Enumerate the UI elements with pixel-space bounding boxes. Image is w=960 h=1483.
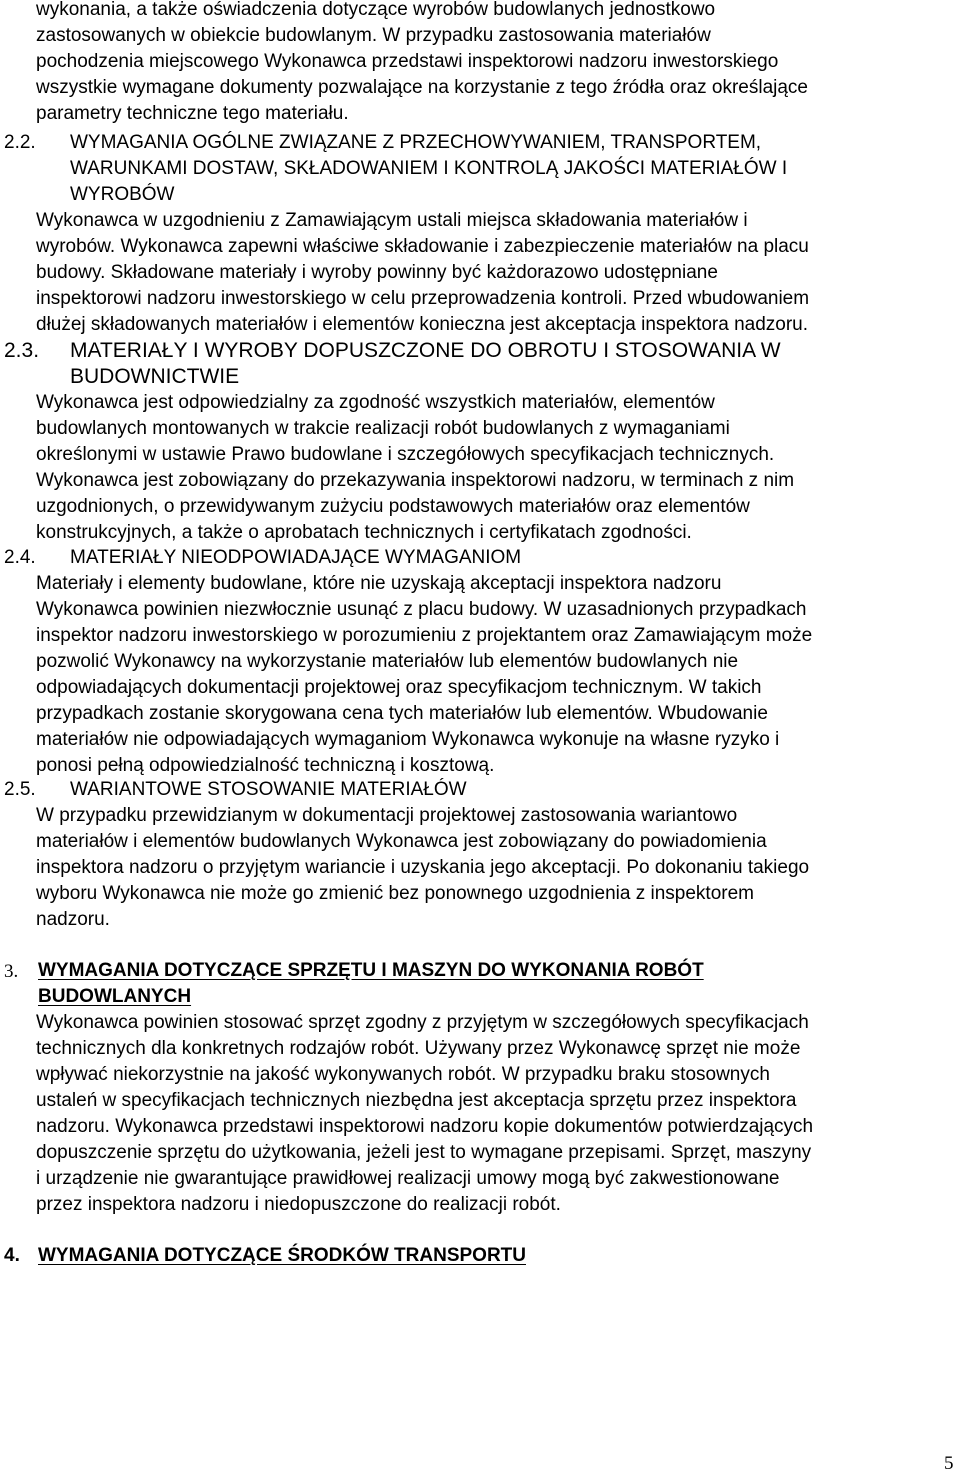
section-number: 2.4.: [4, 547, 36, 568]
paragraph-line: dopuszczenie sprzętu do użytkowania, jeżeli jest to wymagane przepisami. Sprzęt, maszyny: [36, 1142, 812, 1163]
paragraph-line: inspektor nadzoru inwestorskiego w porozumieniu z projektantem oraz Zamawiającym może: [36, 625, 813, 646]
intro-line: wykonania, a także oświadczenia dotyczące wyrobów budowlanych jednostkowo: [36, 0, 716, 20]
paragraph-line: odpowiadających dokumentacji projektowej oraz specyfikacjom technicznym. W takich: [36, 677, 762, 698]
paragraph-line: wpływać niekorzystnie na jakość wykonywanych robót. W przypadku braku stosownych: [36, 1064, 770, 1085]
intro-line: parametry techniczne tego materiału.: [36, 103, 349, 124]
paragraph-line: wyboru Wykonawca nie może go zmienić bez ponownego uzgodnienia z inspektorem: [36, 883, 755, 904]
section-number: 2.2.: [4, 132, 36, 153]
paragraph-line: materiałów i elementów budowlanych Wykonawca jest zobowiązany do powiadomienia: [36, 831, 767, 852]
section-heading: WARUNKAMI DOSTAW, SKŁADOWANIEM I KONTROLĄ JAKOŚCI MATERIAŁÓW I: [70, 158, 788, 179]
paragraph-line: ustaleń w specyfikacjach technicznych niezbędna jest akceptacja sprzętu przez inspektora: [36, 1090, 797, 1111]
paragraph-line: inspektorowi nadzoru inwestorskiego w celu przeprowadzenia kontroli. Przed wbudowaniem: [36, 288, 810, 309]
section-number: 3.: [4, 961, 19, 982]
paragraph-line: określonymi w ustawie Prawo budowlane i szczegółowych specyfikacjach technicznych.: [36, 444, 775, 465]
paragraph-line: ponosi pełną odpowiedzialność techniczną i kosztową.: [36, 755, 495, 776]
section-number: 2.3.: [4, 339, 40, 362]
paragraph-line: Wykonawca w uzgodnieniu z Zamawiającym ustali miejsca składowania materiałów i: [36, 210, 748, 231]
section-heading: BUDOWNICTWIE: [70, 365, 240, 388]
paragraph-line: konstrukcyjnych, a także o aprobatach technicznych i certyfikatach zgodności.: [36, 522, 692, 543]
paragraph-line: uzgodnionych, o przewidywanym zużyciu podstawowych materiałów oraz elementów: [36, 496, 750, 517]
section-heading: MATERIAŁY I WYROBY DOPUSZCZONE DO OBROTU I STOSOWANIA W: [70, 339, 781, 362]
paragraph-line: i urządzenie nie gwarantujące prawidłowej realizacji umowy mogą być zakwestionowane: [36, 1168, 780, 1189]
section-heading: WYMAGANIA DOTYCZĄCE SPRZĘTU I MASZYN DO WYKONANIA ROBÓT: [38, 960, 704, 981]
paragraph-line: pozwolić Wykonawcy na wykorzystanie materiałów lub elementów budowlanych nie: [36, 651, 739, 672]
section-heading: WYMAGANIA OGÓLNE ZWIĄZANE Z PRZECHOWYWANIEM, TRANSPORTEM,: [70, 132, 762, 153]
page-number: 5: [944, 1453, 954, 1474]
intro-line: wszystkie wymagane dokumenty pozwalające na korzystanie z tego źródła oraz określające: [36, 77, 808, 98]
paragraph-line: przez inspektora nadzoru i niedopuszczone do realizacji robót.: [36, 1194, 561, 1215]
paragraph-line: Materiały i elementy budowlane, które nie uzyskają akceptacji inspektora nadzoru: [36, 573, 722, 594]
paragraph-line: budowy. Składowane materiały i wyroby powinny być każdorazowo udostępniane: [36, 262, 718, 283]
section-heading: WYMAGANIA DOTYCZĄCE ŚRODKÓW TRANSPORTU: [38, 1245, 526, 1266]
intro-line: pochodzenia miejscowego Wykonawca przedstawi inspektorowi nadzoru inwestorskiego: [36, 51, 779, 72]
paragraph-line: Wykonawca jest zobowiązany do przekazywania inspektorowi nadzoru, w terminach z nim: [36, 470, 795, 491]
section-heading: WYROBÓW: [70, 184, 175, 205]
paragraph-line: Wykonawca powinien niezwłocznie usunąć z placu budowy. W uzasadnionych przypadkach: [36, 599, 807, 620]
paragraph-line: budowlanych montowanych w trakcie realizacji robót budowlanych z wymaganiami: [36, 418, 730, 439]
paragraph-line: dłużej składowanych materiałów i elementów konieczna jest akceptacja inspektora nadzoru.: [36, 314, 809, 335]
paragraph-line: wyrobów. Wykonawca zapewni właściwe składowanie i zabezpieczenie materiałów na placu: [36, 236, 809, 257]
paragraph-line: W przypadku przewidzianym w dokumentacji projektowej zastosowania wariantowo: [36, 805, 738, 826]
paragraph-line: nadzoru. Wykonawca przedstawi inspektorowi nadzoru kopie dokumentów potwierdzających: [36, 1116, 814, 1137]
paragraph-line: przypadkach zostanie skorygowana cena tych materiałów lub elementów. Wbudowanie: [36, 703, 768, 724]
paragraph-line: technicznych dla konkretnych rodzajów robót. Używany przez Wykonawcę sprzęt nie może: [36, 1038, 801, 1059]
section-heading: BUDOWLANYCH: [38, 986, 192, 1007]
paragraph-line: inspektora nadzoru o przyjętym wariancie i uzyskania jego akceptacji. Po dokonaniu takiego: [36, 857, 810, 878]
section-heading: MATERIAŁY NIEODPOWIADAJĄCE WYMAGANIOM: [70, 547, 522, 568]
section-number: 2.5.: [4, 779, 36, 800]
intro-line: zastosowanych w obiekcie budowlanym. W przypadku zastosowania materiałów: [36, 25, 711, 46]
paragraph-line: materiałów nie odpowiadających wymaganiom Wykonawca wykonuje na własne ryzyko i: [36, 729, 780, 750]
paragraph-line: Wykonawca powinien stosować sprzęt zgodny z przyjętym w szczegółowych specyfikacjach: [36, 1012, 809, 1033]
paragraph-line: Wykonawca jest odpowiedzialny za zgodność wszystkich materiałów, elementów: [36, 392, 715, 413]
section-heading: WARIANTOWE STOSOWANIE MATERIAŁÓW: [70, 779, 467, 800]
paragraph-line: nadzoru.: [36, 909, 110, 930]
section-number: 4.: [4, 1245, 20, 1266]
